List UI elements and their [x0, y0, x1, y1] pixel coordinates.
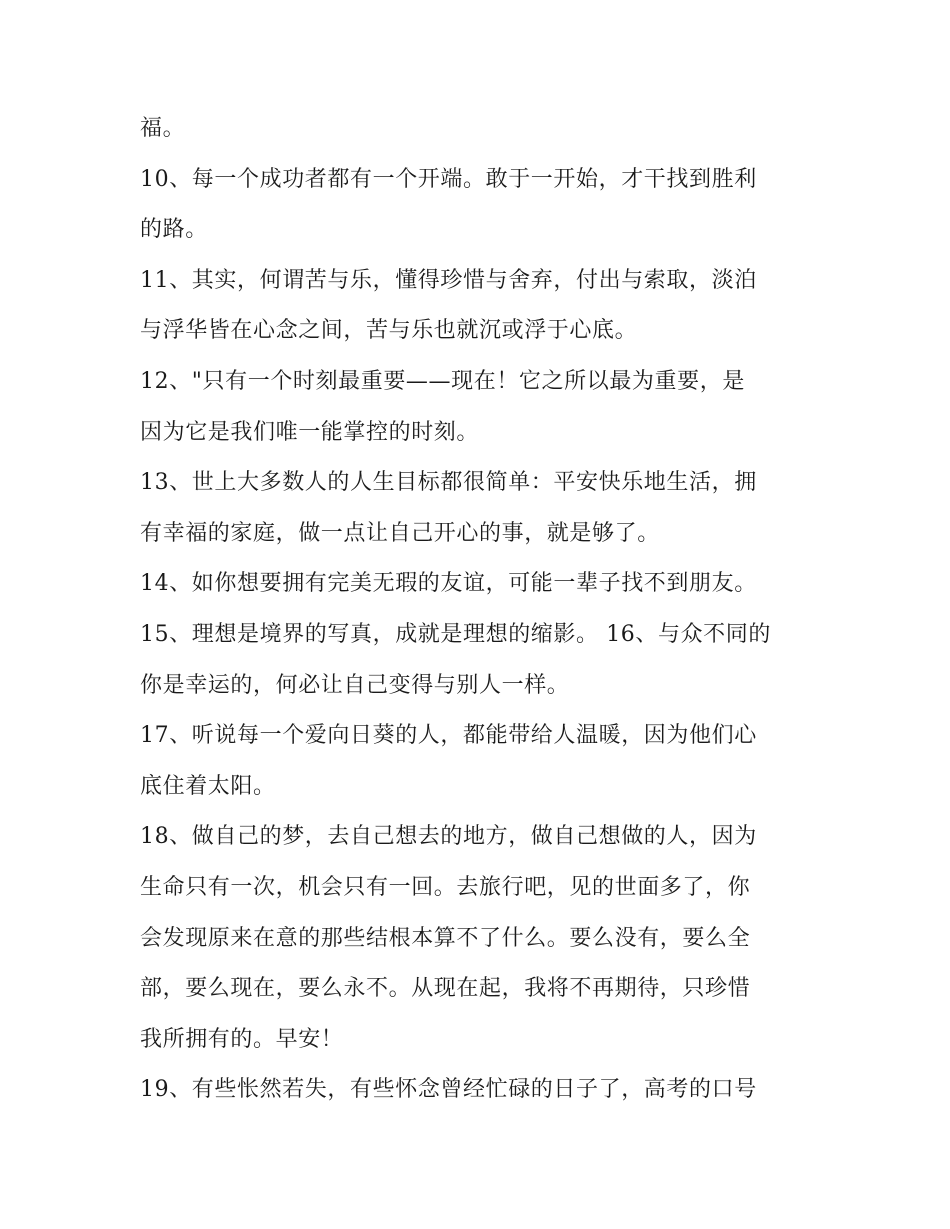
- text-line: 我所拥有的。早安！: [140, 1026, 344, 1052]
- text-line: 有幸福的家庭，做一点让自己开心的事，就是够了。: [140, 520, 660, 546]
- text-line: 与浮华皆在心念之间，苦与乐也就沉或浮于心底。: [140, 318, 638, 344]
- text-line: 12、"只有一个时刻最重要——现在！它之所以最为重要，是: [140, 368, 745, 394]
- document-body: [140, 104, 812, 1116]
- text-line: 17、听说每一个爱向日葵的人，都能带给人温暖，因为他们心: [140, 723, 757, 749]
- text-line: 19、有些怅然若失，有些怀念曾经忙碌的日子了，高考的口号: [140, 1077, 757, 1103]
- text-line: 因为它是我们唯一能掌控的时刻。: [140, 419, 480, 445]
- text-line: 13、世上大多数人的人生目标都很简单：平安快乐地生活，拥: [140, 470, 757, 496]
- text-line: 18、做自己的梦，去自己想去的地方，做自己想做的人，因为: [140, 824, 757, 850]
- text-line: 的路。: [140, 217, 208, 243]
- text-line: 底住着太阳。: [140, 773, 276, 799]
- text-line: 会发现原来在意的那些结根本算不了什么。要么没有，要么全: [140, 925, 751, 951]
- text-line: 你是幸运的，何必让自己变得与别人一样。: [140, 672, 570, 698]
- text-line: 生命只有一次，机会只有一回。去旅行吧，见的世面多了，你: [140, 874, 751, 900]
- text-line: 福。: [140, 116, 186, 141]
- text-line: 15、理想是境界的写真，成就是理想的缩影。 16、与众不同的: [140, 621, 771, 647]
- text-line: 14、如你想要拥有完美无瑕的友谊，可能一辈子找不到朋友。: [140, 571, 757, 597]
- text-line: 11、其实，何谓苦与乐，懂得珍惜与舍弃，付出与索取，淡泊: [140, 267, 757, 293]
- text-line: 部，要么现在，要么永不。从现在起，我将不再期待，只珍惜: [140, 976, 751, 1002]
- text-line: 10、每一个成功者都有一个开端。敢于一开始，才干找到胜利: [140, 166, 757, 192]
